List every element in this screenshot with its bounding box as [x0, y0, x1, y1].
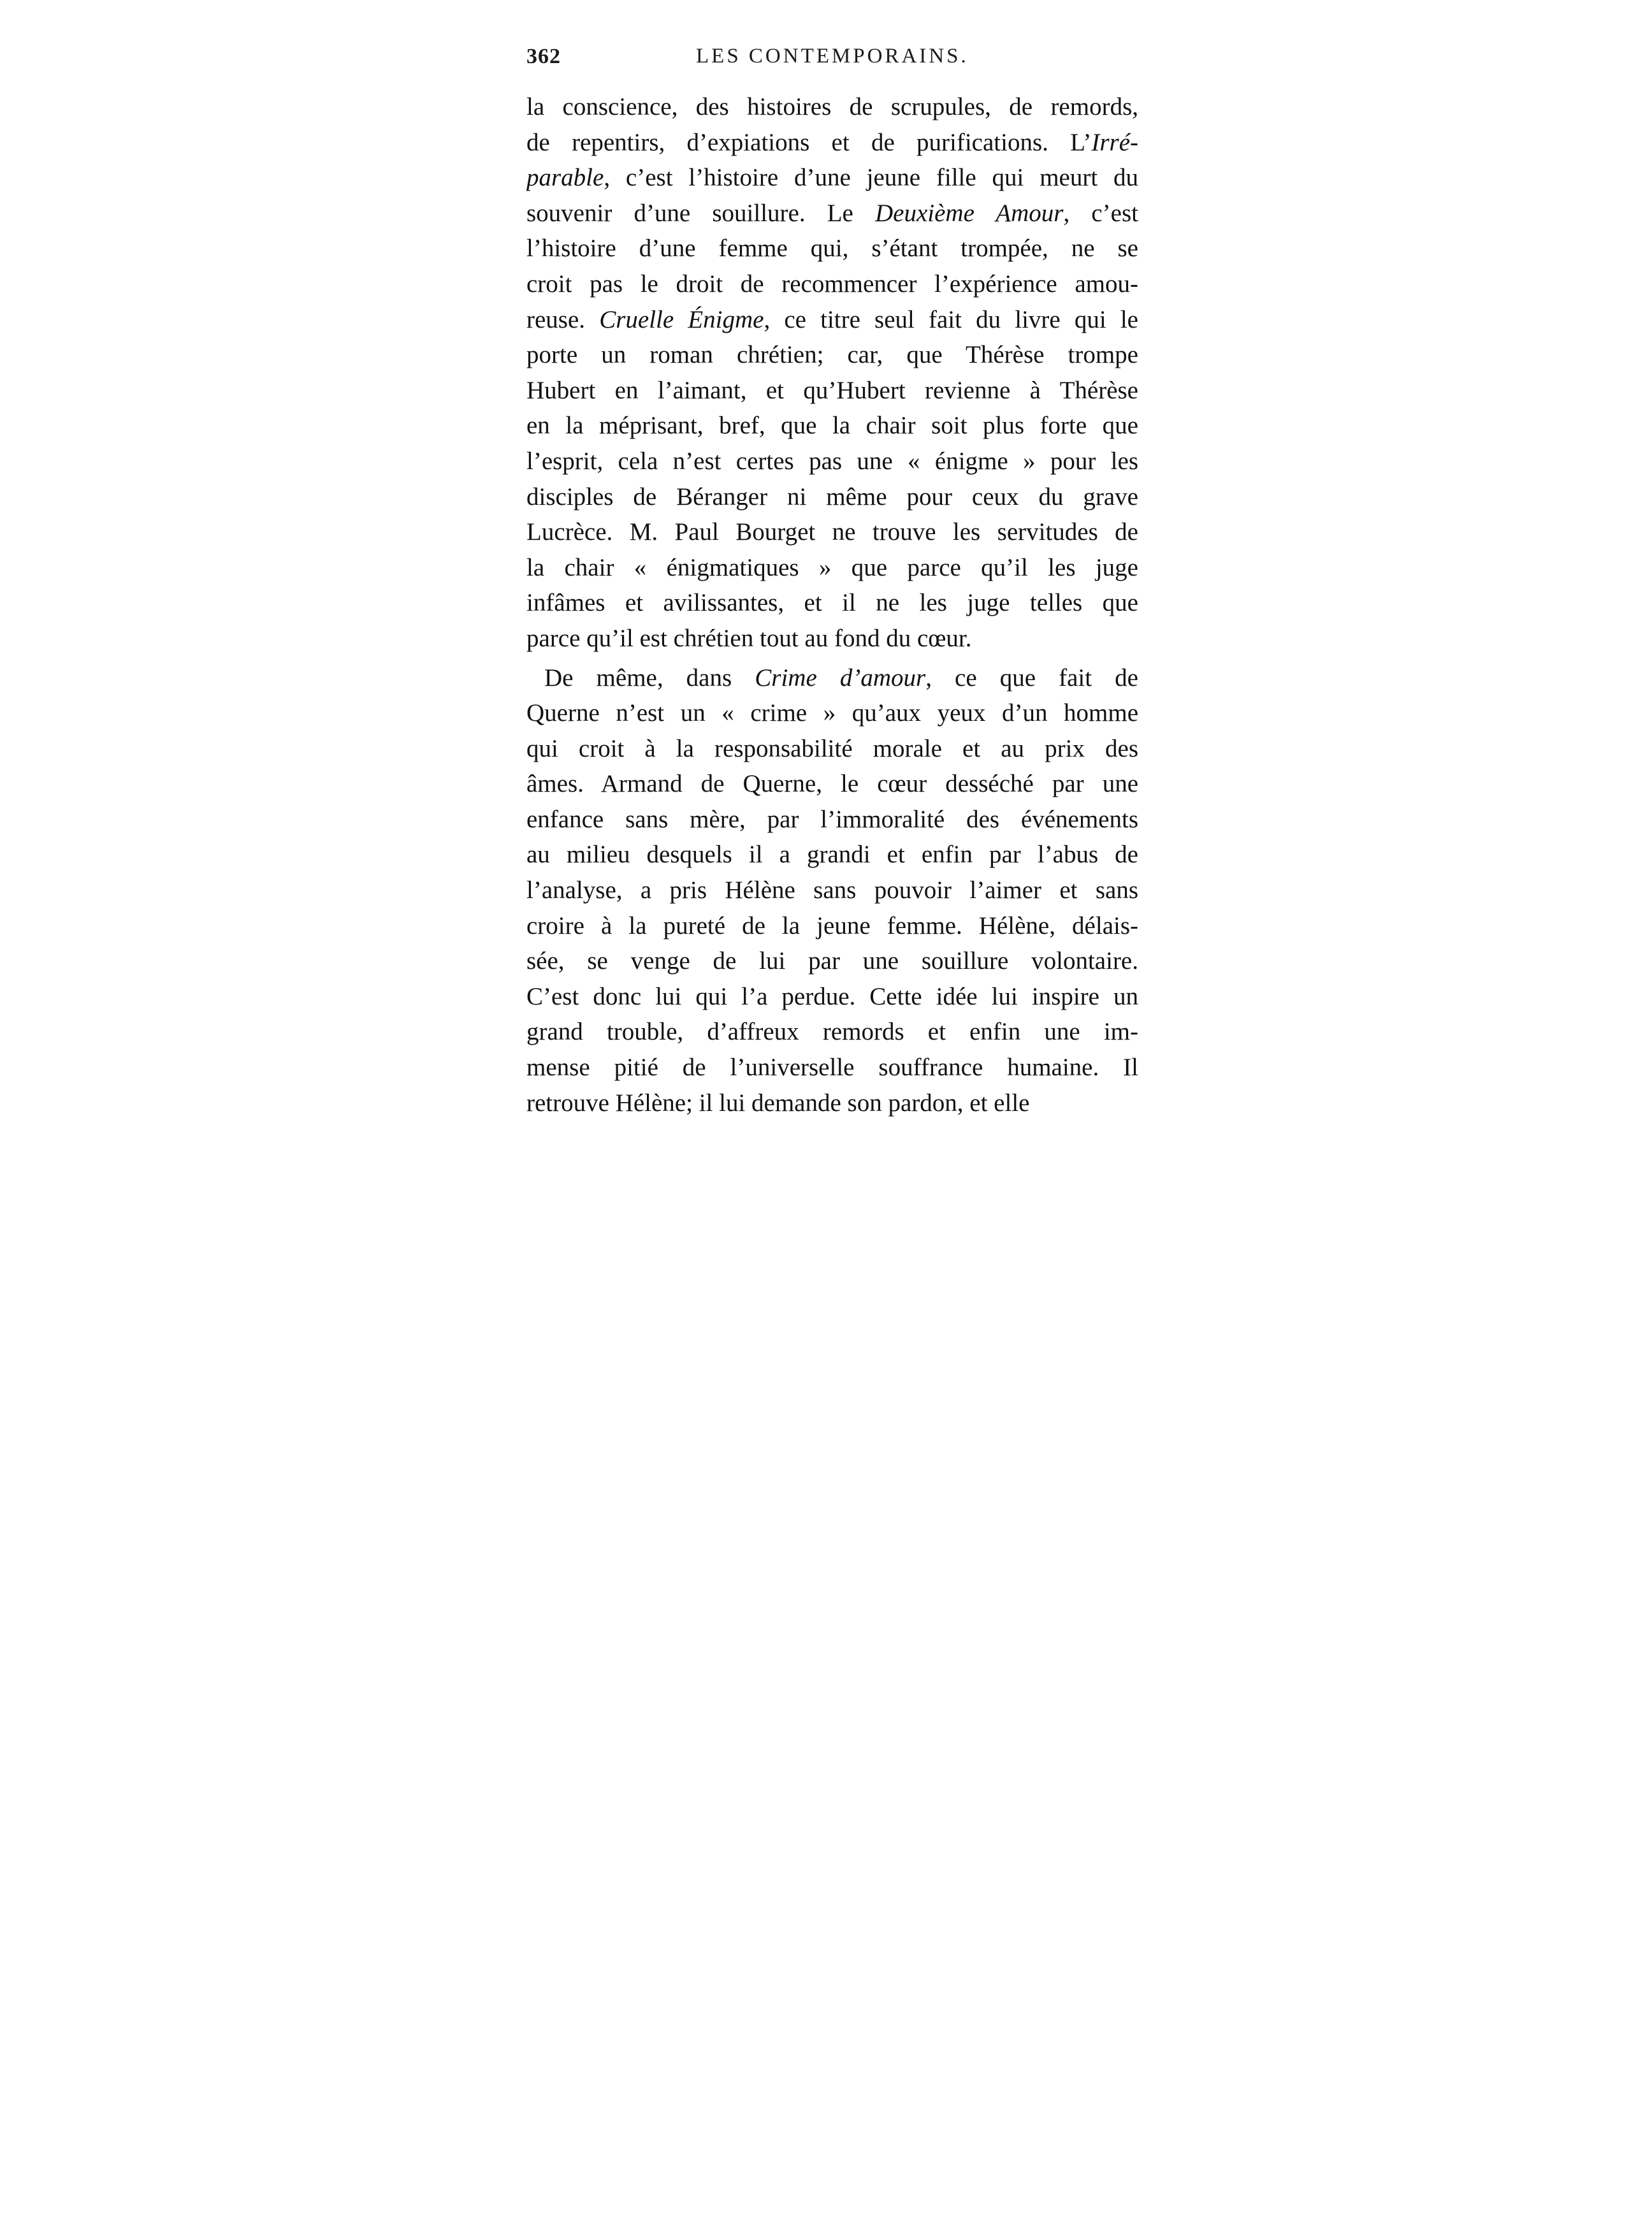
text-segment: retrouve Hélène; il lui demande son pardon, et elle [526, 1089, 1030, 1117]
text-segment: l’histoire d’une femme qui, s’étant trompée, ne se [526, 235, 1138, 263]
text-segment: au milieu desquels il a grandi et enfin par l’abus de [526, 841, 1138, 869]
text-line [526, 444, 1138, 479]
text-line [526, 550, 1138, 586]
text-segment: l’analyse, a pris Hélène sans pouvoir l’aimer et sans [526, 876, 1138, 904]
text-segment: parce qu’il est chrétien tout au fond du cœur. [526, 624, 972, 652]
body-text [526, 89, 1138, 1121]
text-line [526, 302, 1138, 338]
text-line [526, 196, 1138, 231]
text-segment: reuse. [526, 305, 600, 333]
text-segment: , ce que fait de [925, 664, 1138, 692]
text-line [526, 731, 1138, 767]
text-segment: croire à la pureté de la jeune femme. Hélène, délais- [526, 911, 1138, 940]
italic-title: Irré- [1091, 128, 1138, 156]
text-segment: disciples de Béranger ni même pour ceux du grave [526, 483, 1138, 511]
text-line [526, 766, 1138, 802]
text-line [526, 585, 1138, 621]
text-segment: Querne n’est un « crime » qu’aux yeux d’un homme [526, 699, 1138, 727]
italic-title: Cruelle Énigme [599, 305, 764, 333]
text-line [526, 373, 1138, 409]
text-segment: l’esprit, cela n’est certes pas une « énigme » pour les [526, 447, 1138, 475]
text-segment: de repentirs, d’expiations et de purifications. L’ [526, 128, 1092, 156]
text-line [526, 514, 1138, 550]
text-line [526, 89, 1138, 125]
page-number: 362 [526, 45, 561, 68]
text-segment: porte un roman chrétien; car, que Thérèse trompe [526, 341, 1138, 369]
text-line [526, 943, 1138, 979]
text-line [526, 266, 1138, 302]
text-segment: Hubert en l’aimant, et qu’Hubert revienne à Thérèse [526, 376, 1138, 404]
text-line [526, 408, 1138, 444]
text-line [526, 479, 1138, 515]
text-segment: âmes. Armand de Querne, le cœur desséché par une [526, 770, 1138, 798]
text-line [526, 873, 1138, 908]
text-line [526, 160, 1138, 196]
running-head [526, 40, 1138, 78]
text-segment: souvenir d’une souillure. Le [526, 199, 875, 227]
text-segment: croit pas le droit de recommencer l’expérience amou- [526, 270, 1138, 298]
text-line [526, 979, 1138, 1015]
text-line [526, 1014, 1138, 1050]
text-segment: infâmes et avilissantes, et il ne les juge telles que [526, 589, 1138, 617]
text-segment: Lucrèce. M. Paul Bourget ne trouve les servitudes de [526, 518, 1138, 546]
text-line [526, 337, 1138, 373]
italic-title: parable [526, 164, 604, 192]
running-title: LES CONTEMPORAINS. [696, 45, 969, 68]
text-line [526, 125, 1138, 161]
text-segment: la conscience, des histoires de scrupules, de remords, [526, 93, 1138, 120]
text-segment: , c’est [1063, 199, 1138, 227]
text-segment: De même, dans [544, 664, 755, 692]
text-segment: C’est donc lui qui l’a perdue. Cette idée lui inspire un [526, 982, 1138, 1010]
text-segment: , c’est l’histoire d’une jeune fille qui meurt du [604, 164, 1138, 192]
text-segment: la chair « énigmatiques » que parce qu’il les juge [526, 553, 1138, 581]
text-segment: qui croit à la responsabilité morale et au prix des [526, 734, 1138, 762]
text-line [526, 621, 1138, 657]
text-line [526, 837, 1138, 873]
italic-title: Deuxième Amour [874, 199, 1064, 227]
text-line [526, 1050, 1138, 1085]
text-segment: en la méprisant, bref, que la chair soit plus forte que [526, 412, 1138, 440]
text-line [526, 908, 1138, 944]
text-line [526, 231, 1138, 266]
text-segment: , ce titre seul fait du livre qui le [764, 305, 1138, 333]
text-segment: grand trouble, d’affreux remords et enfin une im- [526, 1018, 1138, 1046]
text-line [526, 1085, 1138, 1121]
text-segment: sée, se venge de lui par une souillure volontaire. [526, 947, 1138, 975]
text-line [526, 660, 1138, 696]
text-line [526, 695, 1138, 731]
text-line [526, 802, 1138, 838]
text-segment: enfance sans mère, par l’immoralité des événements [526, 805, 1138, 833]
text-segment: mense pitié de l’universelle souffrance humaine. Il [526, 1054, 1138, 1082]
italic-title: Crime d’amour [755, 664, 926, 692]
